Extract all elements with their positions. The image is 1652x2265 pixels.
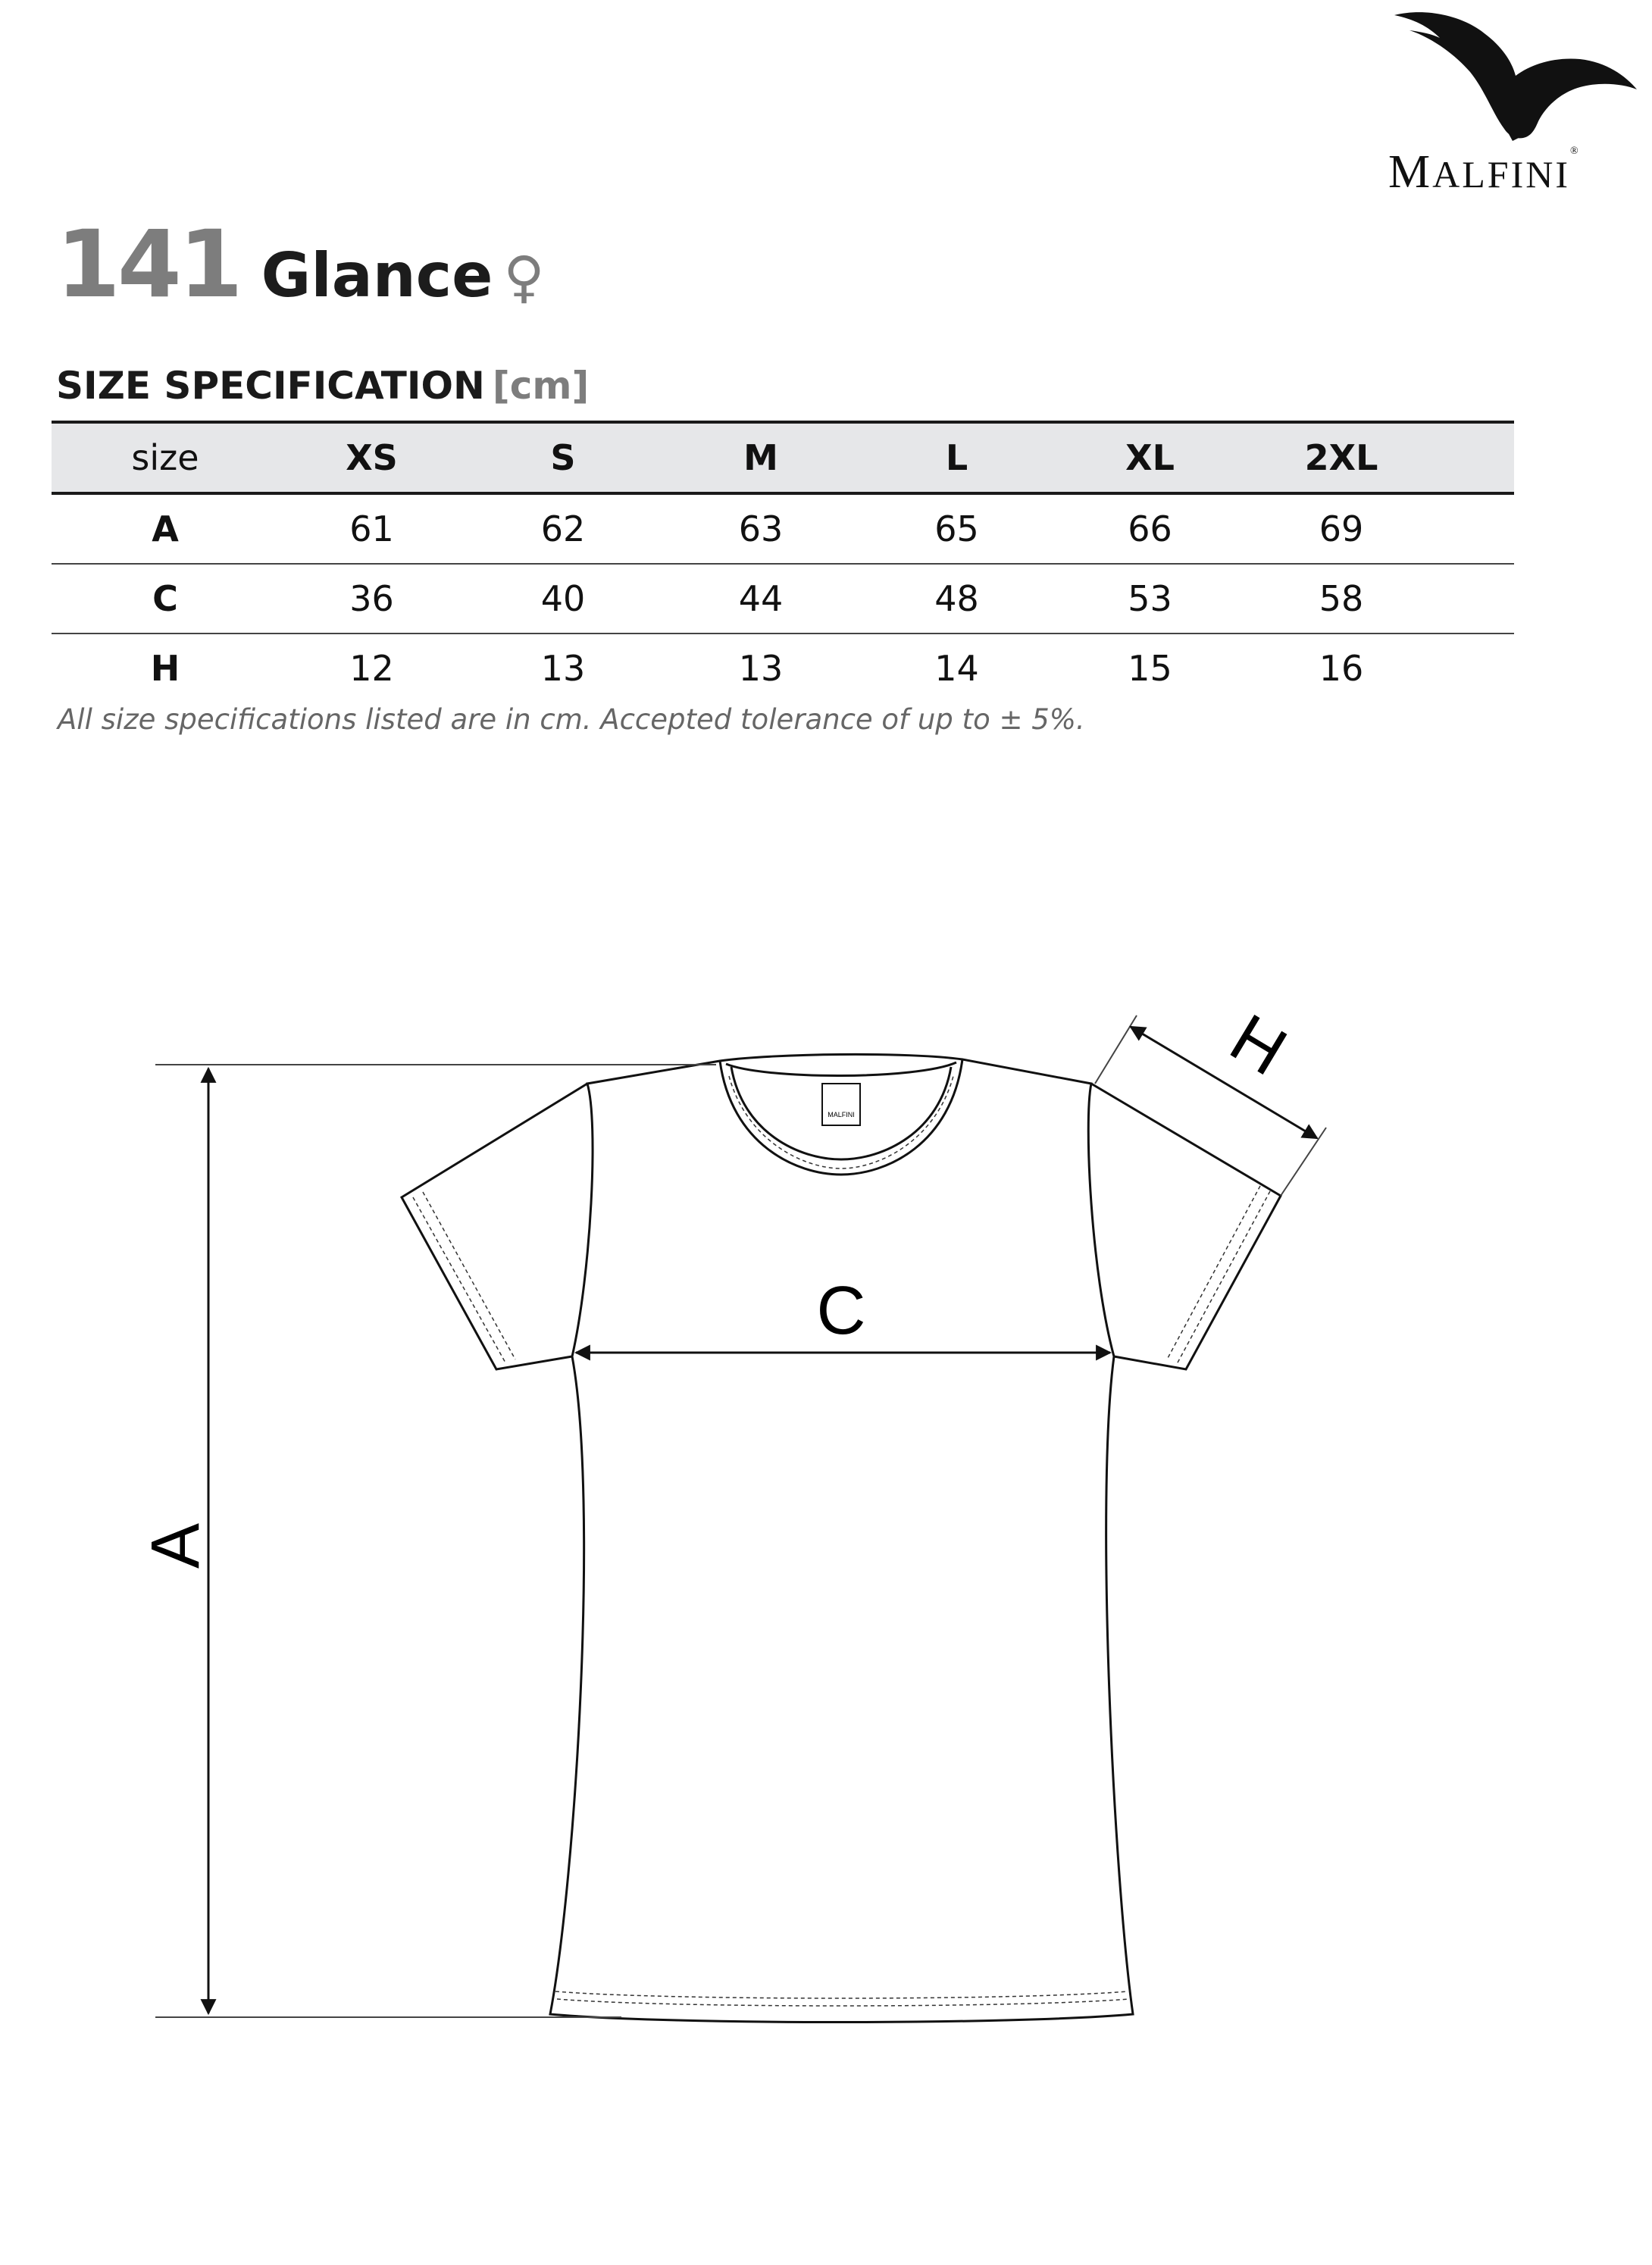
table-cell: 14 [934, 648, 979, 689]
table-row [52, 634, 1514, 702]
tshirt-drawing [0, 970, 1652, 2107]
table-cell: 69 [1247, 493, 1436, 564]
table-cell: 58 [1247, 564, 1436, 634]
stitching [413, 1076, 1270, 2006]
size-spec-heading [56, 364, 589, 408]
header-2xl: 2XL [1247, 422, 1436, 493]
product-name: Glance [261, 240, 493, 311]
table-cell: 16 [1319, 648, 1364, 689]
table-cell: 40 [465, 564, 662, 634]
registered-mark: ® [1570, 145, 1581, 157]
table-cell: 66 [1053, 493, 1247, 564]
h-guide-right [1281, 1128, 1326, 1196]
brand-name [1388, 145, 1581, 199]
table-cell: 62 [465, 493, 662, 564]
header-xs: XS [279, 422, 465, 493]
h-arrow [1131, 1027, 1317, 1138]
brand-initial: M [1388, 146, 1433, 198]
table-cell: 12 [349, 648, 394, 689]
row-label: A [52, 493, 279, 564]
size-table [52, 421, 1514, 702]
table-cell: 61 [279, 493, 465, 564]
header-spacer [1436, 422, 1514, 493]
table-cell: 13 [540, 648, 586, 689]
product-number: 141 [56, 211, 240, 318]
header-size: size [52, 422, 279, 493]
spec-unit: [cm] [492, 364, 590, 408]
table-cell: 65 [860, 493, 1053, 564]
table-cell: 13 [738, 648, 784, 689]
table-row [52, 493, 1514, 564]
product-title [56, 211, 545, 318]
header-xl: XL [1053, 422, 1247, 493]
neck-tag-text: MALFINI [828, 1111, 855, 1118]
h-guide-left [1095, 1015, 1137, 1084]
a-label: A [138, 1522, 214, 1569]
tolerance-note: All size specifications listed are in cm. Accepted tolerance of up to ± 5%. [58, 703, 1085, 736]
table-cell: 44 [662, 564, 860, 634]
tshirt-outline [402, 1054, 1281, 2022]
table-row [52, 564, 1514, 634]
h-label: H [1217, 1000, 1300, 1090]
table-cell: 36 [279, 564, 465, 634]
row-label: H [150, 648, 180, 689]
table-cell-spacer [1436, 564, 1514, 634]
neck-tag [822, 1084, 860, 1125]
header-l: L [860, 422, 1053, 493]
header-m: M [662, 422, 860, 493]
header-s: S [465, 422, 662, 493]
row-label: C [52, 564, 279, 634]
table-cell-spacer [1436, 493, 1514, 564]
table-cell-spacer [1436, 634, 1514, 702]
spec-heading-text: SIZE SPECIFICATION [56, 364, 485, 408]
tshirt-diagram [0, 970, 1652, 2107]
c-label: C [816, 1273, 866, 1349]
table-cell: 53 [1053, 564, 1247, 634]
brand-rest: ALFINI [1432, 153, 1571, 196]
table-header-row [52, 422, 1514, 493]
table-cell: 48 [860, 564, 1053, 634]
female-icon: ♀ [503, 245, 545, 310]
table-cell: 63 [662, 493, 860, 564]
table-cell: 15 [1128, 648, 1172, 689]
